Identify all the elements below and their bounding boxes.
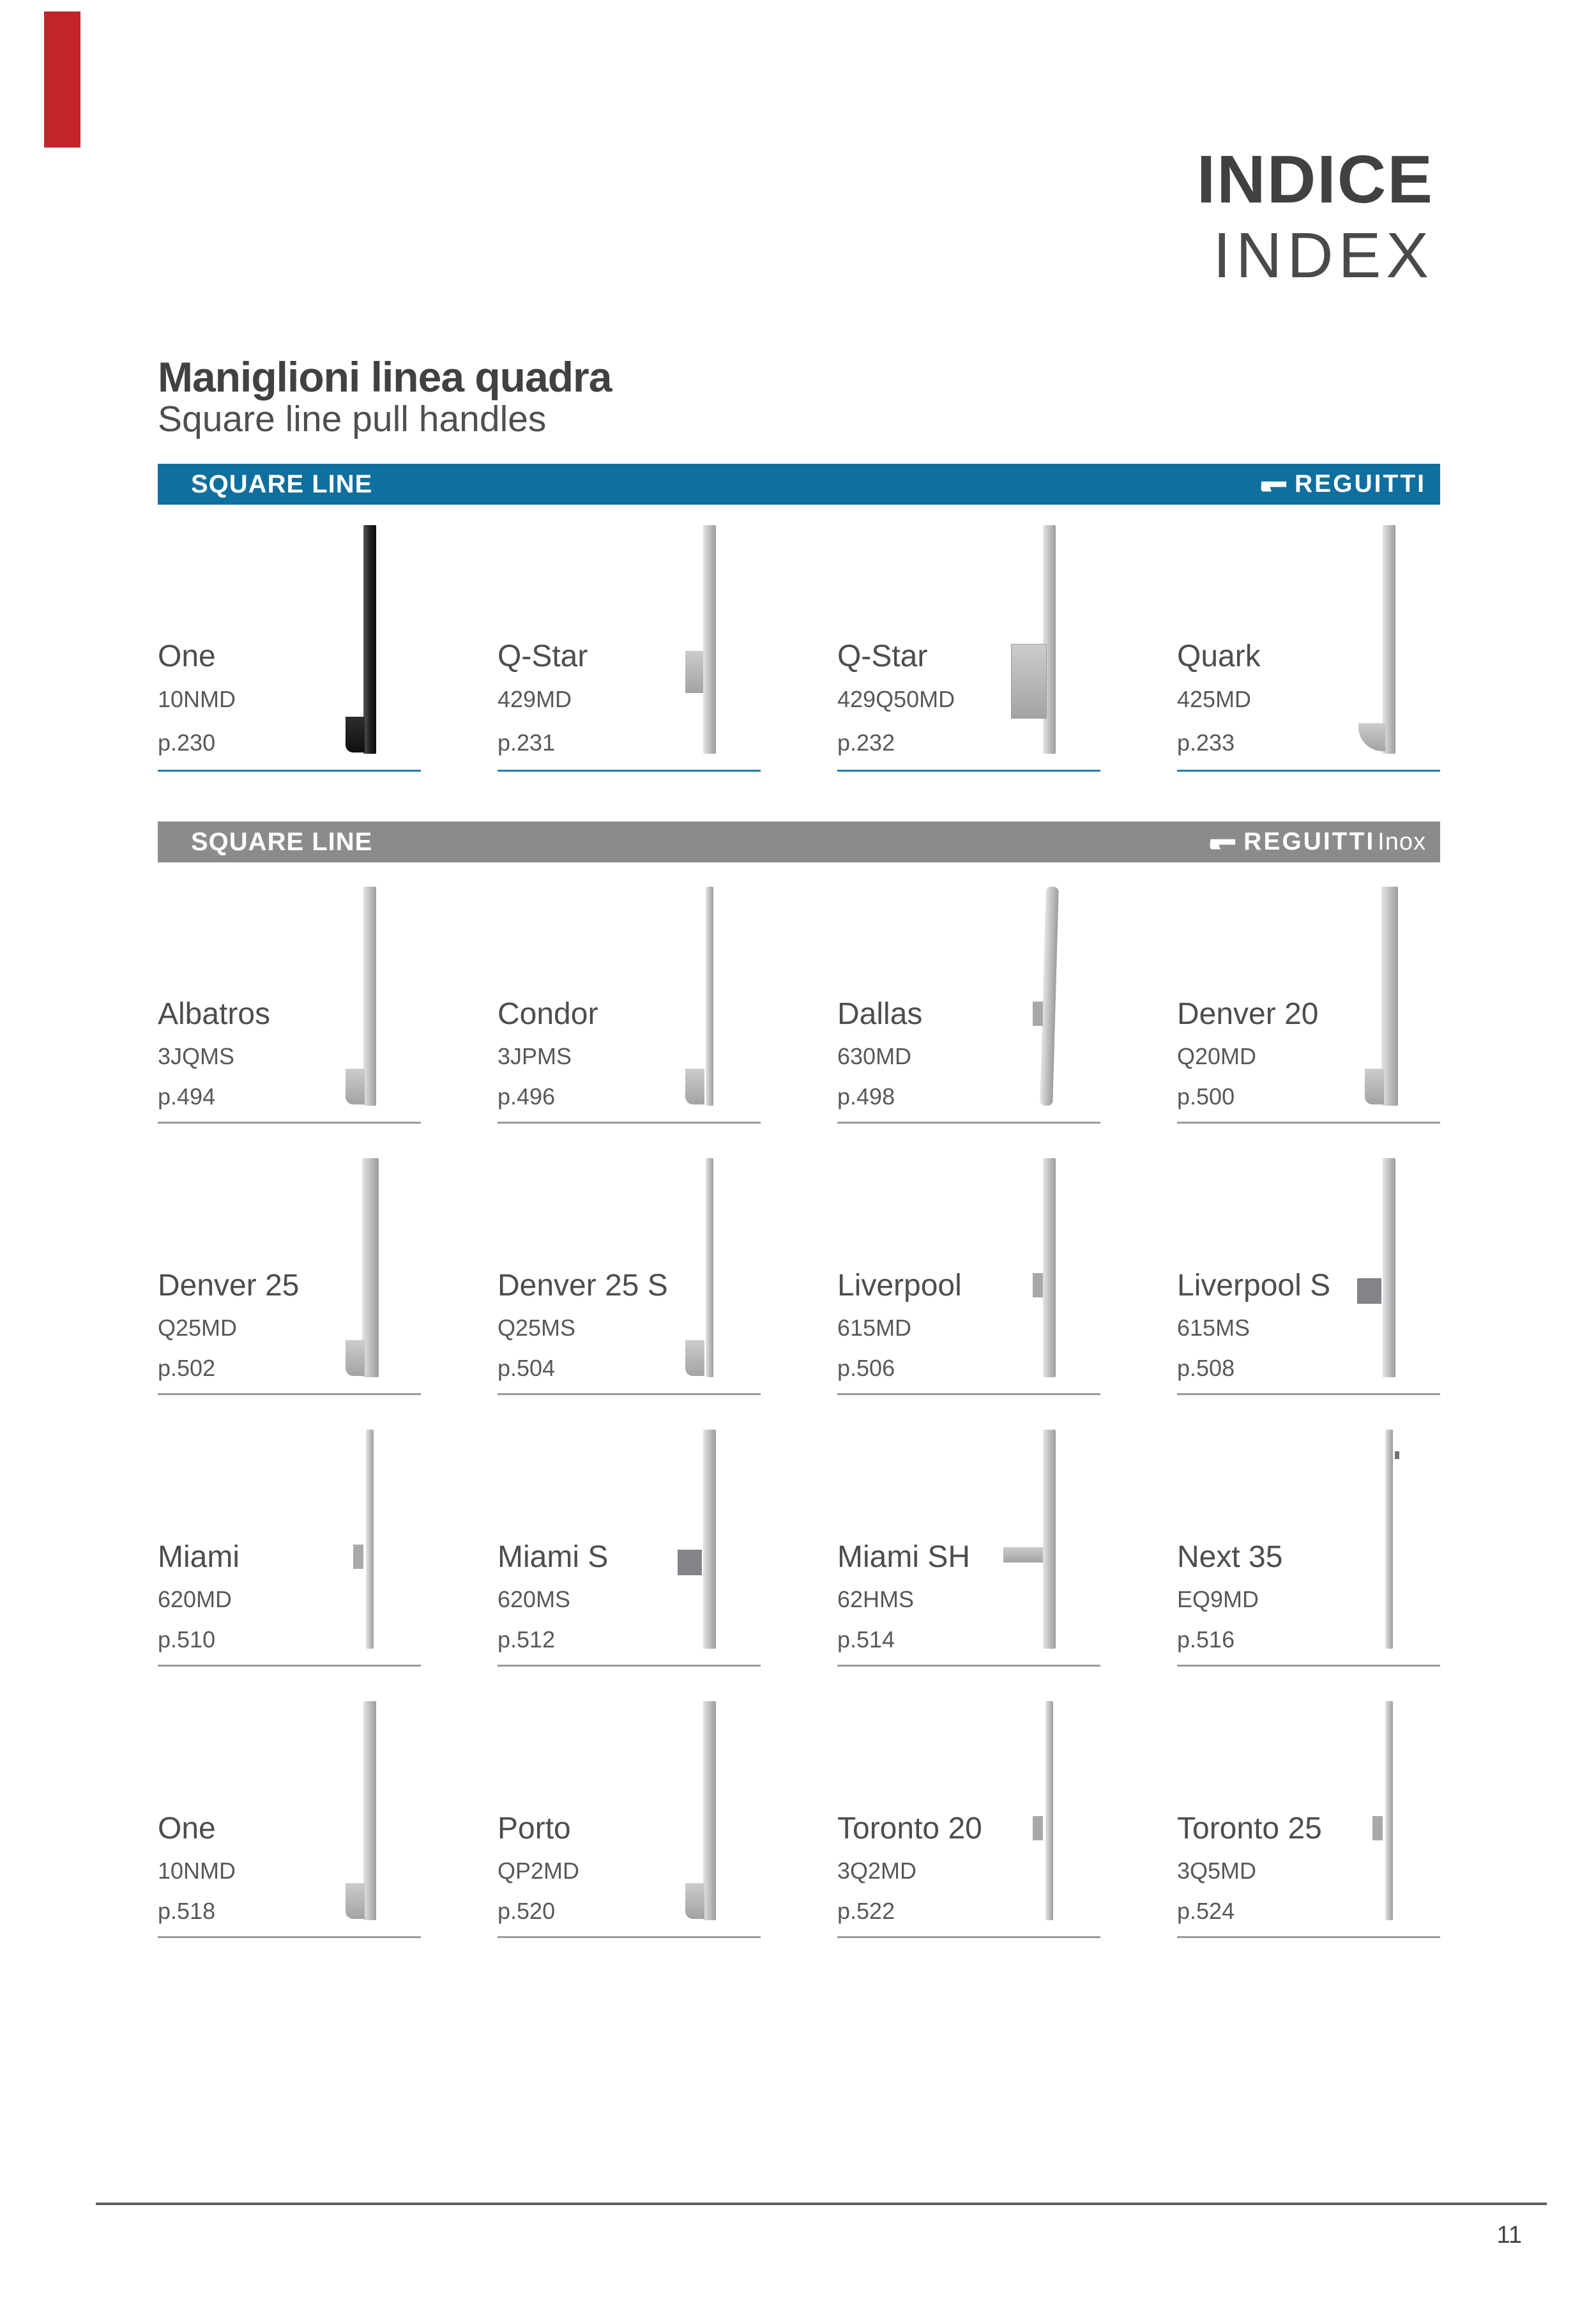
product-page-ref[interactable]: p.504 [498,1355,556,1381]
product-card [158,887,421,1124]
handle-plate-shape [346,1883,365,1919]
pull-handle-image [1338,887,1440,1106]
product-divider [837,1665,1100,1667]
product-card [158,525,421,772]
section-bar-square-line [158,464,1440,505]
product-code: 429Q50MD [837,686,955,712]
handle-plate-shape [1003,1547,1043,1562]
handle-bar-shape [1385,1701,1393,1920]
pull-handle-image [998,1701,1100,1920]
product-card [158,1430,421,1667]
product-page-ref[interactable]: p.520 [498,1898,556,1924]
product-name: Q-Star [498,639,588,673]
product-page-ref[interactable]: p.502 [158,1355,216,1381]
brand-logo-suffix: Inox [1378,828,1426,855]
handle-bar-shape [1040,887,1059,1106]
product-name: Toronto 20 [837,1812,982,1845]
handle-plate-shape [346,1069,365,1104]
handle-plate-shape [685,1069,704,1104]
product-divider [498,1665,761,1667]
product-divider [498,1122,761,1124]
product-divider [837,1936,1100,1938]
handle-bar-shape [363,525,376,754]
product-name: Next 35 [1177,1540,1283,1574]
brand-logo-text: REGUITTI [1295,470,1426,498]
pull-handle-image [319,1430,421,1649]
product-code: 10NMD [158,1858,236,1884]
handle-bar-shape [1043,1430,1056,1649]
product-divider [837,1122,1100,1124]
product-page-ref[interactable]: p.233 [1177,729,1235,756]
product-page-ref[interactable]: p.496 [498,1083,556,1110]
product-card [1177,1701,1440,1938]
product-page-ref[interactable]: p.508 [1177,1355,1235,1381]
product-code: 3JQMS [158,1043,235,1069]
product-page-ref[interactable]: p.518 [158,1898,216,1924]
product-page-ref[interactable]: p.230 [158,729,216,756]
product-page-ref[interactable]: p.512 [498,1626,556,1653]
product-card [1177,525,1440,772]
handle-plate-shape [678,1550,702,1575]
product-page-ref[interactable]: p.516 [1177,1626,1235,1653]
handle-bar-shape [1383,1158,1395,1377]
pull-handle-image [1338,1701,1440,1920]
footer-divider [96,2203,1547,2205]
product-card [837,525,1100,772]
index-title-italian: INDICE [1196,142,1434,217]
brand-logo-text: REGUITTI [1243,828,1376,855]
handle-plate-shape [346,717,365,752]
product-code: EQ9MD [1177,1586,1259,1612]
brand-logo-inox [1208,828,1426,856]
product-code: 615MD [837,1315,912,1341]
reguitti-handle-icon [1208,832,1237,852]
product-name: Dallas [837,997,923,1031]
product-divider [158,1122,421,1124]
product-card [837,1701,1100,1938]
product-grid-square-line-inox [158,887,1440,1938]
product-code: QP2MD [498,1858,580,1884]
product-divider [158,1665,421,1667]
handle-plate-shape [685,1340,704,1376]
pull-handle-image [1338,1430,1440,1649]
product-code: 429MD [498,686,572,712]
chapter-title-italian: Maniglioni linea quadra [158,353,612,401]
handle-plate-shape [1011,644,1047,719]
product-divider [1177,1122,1440,1124]
product-card [837,1430,1100,1667]
product-name: Miami [158,1540,239,1574]
pull-handle-image [998,887,1100,1106]
page-heading [1196,142,1434,291]
handle-bar-shape [366,1430,374,1649]
product-card [1177,1430,1440,1667]
pull-handle-image [1338,525,1440,754]
pull-handle-image [319,1701,421,1920]
product-card [158,1158,421,1395]
product-name: Liverpool S [1177,1269,1331,1302]
product-name: Denver 25 S [498,1269,668,1302]
pull-handle-image [658,525,761,754]
product-name: Quark [1177,639,1261,673]
pull-handle-image [998,1158,1100,1377]
product-page-ref[interactable]: p.522 [837,1898,895,1924]
product-name: Toronto 25 [1177,1812,1322,1845]
product-name: One [158,639,216,673]
product-code: 620MS [498,1586,571,1612]
product-card [837,887,1100,1124]
product-code: 62HMS [837,1586,915,1612]
handle-plate-shape [1372,1816,1383,1840]
product-page-ref[interactable]: p.231 [498,729,556,756]
pull-handle-image [319,525,421,754]
product-name: Q-Star [837,639,928,673]
pull-handle-image [658,1701,761,1920]
handle-bar-shape [1043,525,1056,754]
handle-plate-shape [685,651,703,693]
product-card [498,887,761,1124]
product-name: One [158,1812,216,1845]
handle-bar-shape [703,525,716,754]
handle-plate-shape [1395,1451,1399,1459]
product-divider [837,1393,1100,1395]
handle-plate-shape [1357,1278,1381,1304]
reguitti-handle-icon [1259,475,1288,494]
product-card [498,1158,761,1395]
handle-plate-shape [353,1545,363,1569]
handle-bar-shape [1043,1158,1056,1377]
product-card [498,1430,761,1667]
pull-handle-image [319,887,421,1106]
product-code: 3Q5MD [1177,1858,1257,1884]
product-code: 3JPMS [498,1043,572,1069]
handle-bar-shape [703,1701,716,1920]
product-code: Q25MD [158,1315,238,1341]
product-name: Liverpool [837,1269,962,1302]
product-card [1177,887,1440,1124]
product-divider [1177,1936,1440,1938]
product-code: 630MD [837,1043,912,1069]
product-name: Miami SH [837,1540,971,1574]
product-card [158,1701,421,1938]
product-divider [498,1393,761,1395]
handle-plate-shape [1358,723,1385,751]
page-edge-tab [44,11,80,148]
chapter-title [158,355,611,438]
handle-plate-shape [1033,1002,1043,1026]
product-name: Denver 25 [158,1269,300,1302]
index-title-english: INDEX [1213,220,1434,291]
product-page-ref[interactable]: p.514 [837,1626,895,1653]
product-divider [498,1936,761,1938]
pull-handle-image [658,1158,761,1377]
product-code: 615MS [1177,1315,1250,1341]
product-code: 620MD [158,1586,232,1612]
product-divider [837,770,1100,772]
product-page-ref[interactable]: p.510 [158,1626,216,1653]
handle-bar-shape [1383,525,1395,754]
pull-handle-image [998,1430,1100,1649]
brand-logo [1259,470,1426,498]
pull-handle-image [658,887,761,1106]
product-divider [498,770,761,772]
handle-bar-shape [363,1701,376,1920]
handle-plate-shape [1365,1069,1384,1104]
product-code: 3Q2MD [837,1858,917,1884]
product-divider [158,770,421,772]
product-divider [1177,1393,1440,1395]
product-code: Q20MD [1177,1043,1257,1069]
pull-handle-image [319,1158,421,1377]
product-code: Q25MS [498,1315,576,1341]
product-divider [1177,770,1440,772]
product-card [837,1158,1100,1395]
product-page-ref[interactable]: p.498 [837,1083,895,1110]
product-page-ref[interactable]: p.232 [837,729,895,756]
product-card [498,1701,761,1938]
handle-plate-shape [1033,1816,1043,1840]
product-page-ref[interactable]: p.524 [1177,1898,1235,1924]
product-divider [1177,1665,1440,1667]
handle-plate-shape [346,1340,365,1376]
pull-handle-image [998,525,1100,754]
product-page-ref[interactable]: p.494 [158,1083,216,1110]
product-page-ref[interactable]: p.500 [1177,1083,1235,1110]
page-number: 11 [1496,2222,1522,2249]
product-name: Denver 20 [1177,997,1319,1031]
product-page-ref[interactable]: p.506 [837,1355,895,1381]
handle-bar-shape [706,887,713,1106]
handle-bar-shape [363,887,376,1106]
product-grid-square-line [158,525,1440,772]
product-name: Porto [498,1812,571,1845]
product-name: Miami S [498,1540,609,1574]
product-divider [158,1393,421,1395]
product-name: Albatros [158,997,271,1031]
product-card [1177,1158,1440,1395]
product-card [498,525,761,772]
product-divider [158,1936,421,1938]
product-code: 10NMD [158,686,236,712]
product-name: Condor [498,997,598,1031]
pull-handle-image [658,1430,761,1649]
section-bar-square-line-inox [158,821,1440,862]
product-code: 425MD [1177,686,1252,712]
handle-bar-shape [1385,1430,1393,1649]
handle-plate-shape [1033,1273,1043,1297]
handle-bar-shape [1045,1701,1053,1920]
handle-bar-shape [703,1430,716,1649]
pull-handle-image [1338,1158,1440,1377]
handle-bar-shape [706,1158,713,1377]
section-bar-label: SQUARE LINE [191,470,373,498]
chapter-title-english: Square line pull handles [158,398,547,439]
section-bar-label: SQUARE LINE [191,827,373,856]
handle-plate-shape [685,1883,704,1919]
